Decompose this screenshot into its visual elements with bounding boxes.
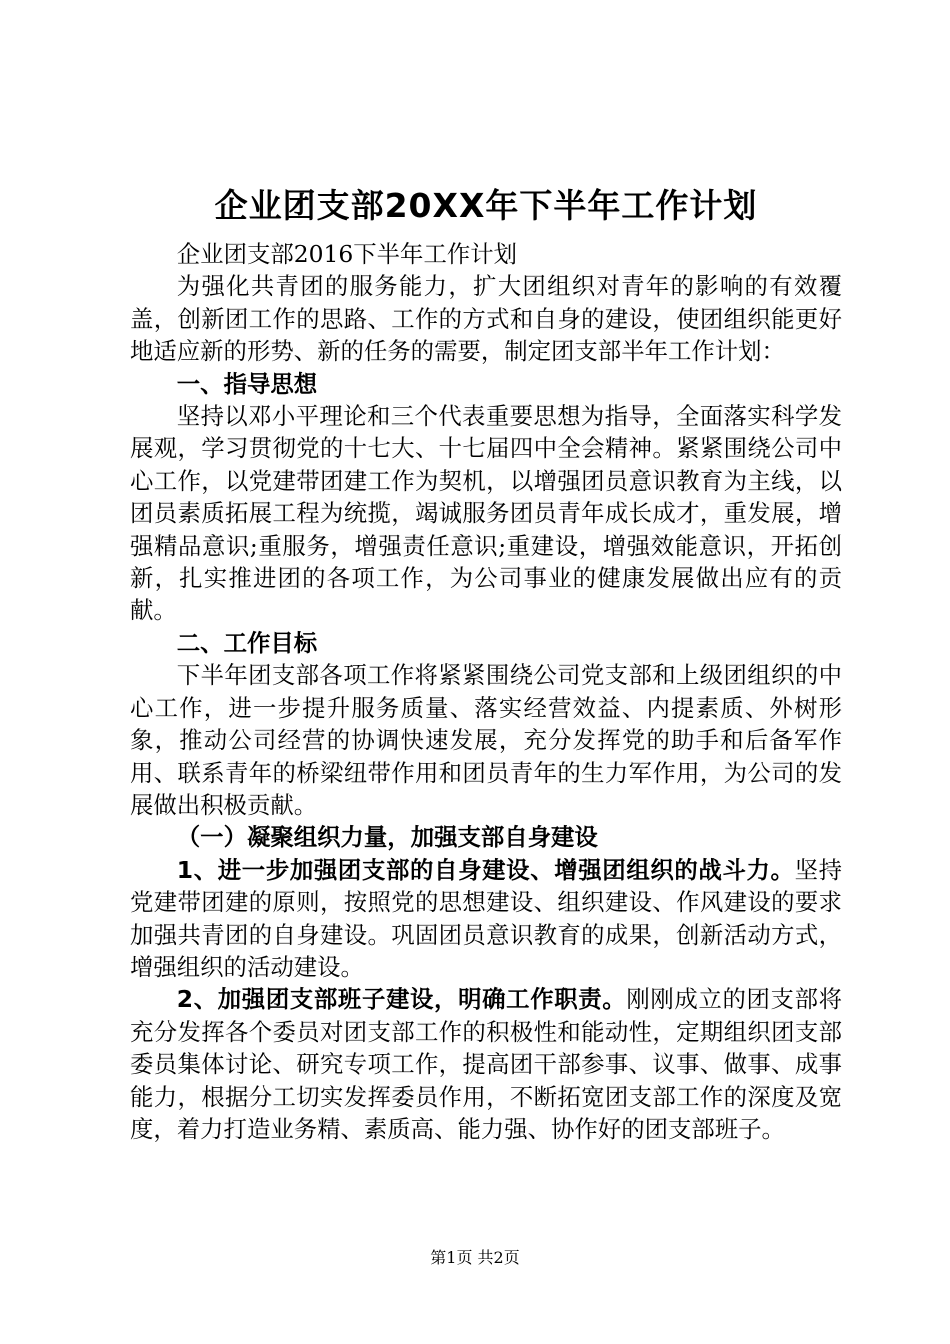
document-title: 企业团支部20XX年下半年工作计划 <box>214 186 758 225</box>
document-page <box>130 178 842 1145</box>
item2-lead: 2、加强团支部班子建设，明确工作职责。 <box>176 985 627 1014</box>
section1-body: 坚持以邓小平理论和三个代表重要思想为指导，全面落实科学发展观，学习贯彻党的十七大、十七届四中全会精神。紧紧围绕公司中心工作，以党建带团建工作为契机，以增强团员意识教育为主线，以团员素质拓展工程为统揽，竭诚服务团员青年成长成才，重发展，增强精品意识;重服务，增强责任意识;重建设，增强效能意识，开拓创新，扎实推进团的各项工作，为公司事业的健康发展做出应有的贡献。 <box>130 402 842 625</box>
section1-heading: 一、指导思想 <box>176 369 318 398</box>
item2-body: 刚刚成立的团支部将充分发挥各个委员对团支部工作的积极性和能动性，定期组织团支部委员集体讨论、研究专项工作，提高团干部参事、议事、做事、成事能力，根据分工切实发挥委员作用，不断拓宽团支部工作的深度及宽度，着力打造业务精、素质高、能力强、协作好的团支部班子。 <box>130 985 843 1143</box>
item1-lead: 1、进一步加强团支部的自身建设、增强团组织的战斗力。 <box>176 855 795 884</box>
intro-paragraph: 为强化共青团的服务能力，扩大团组织对青年的影响的有效覆盖，创新团工作的思路、工作的方式和自身的建设，使团组织能更好地适应新的形势、新的任务的需要，制定团支部半年工作计划： <box>130 272 842 366</box>
item1-paragraph <box>130 854 842 984</box>
document-subtitle: 企业团支部2016下半年工作计划 <box>176 240 518 268</box>
section2-body: 下半年团支部各项工作将紧紧围绕公司党支部和上级团组织的中心工作，进一步提升服务质量、落实经营效益、内提素质、外树形象，推动公司经营的协调快速发展，充分发挥党的助手和后备军作用、联系青年的桥梁纽带作用和团员青年的生力军作用，为公司的发展做出积极贡献。 <box>130 661 842 819</box>
item2-paragraph <box>130 983 842 1145</box>
item1-body: 坚持党建带团建的原则，按照党的思想建设、组织建设、作风建设的要求加强共青团的自身建设。巩固团员意识教育的成果，创新活动方式，增强组织的活动建设。 <box>130 855 843 981</box>
section2-heading: 二、工作目标 <box>176 628 318 657</box>
subsection1-heading: （一）凝聚组织力量，加强支部自身建设 <box>176 823 598 852</box>
page-footer: 第1页 共2页 <box>430 1248 520 1267</box>
